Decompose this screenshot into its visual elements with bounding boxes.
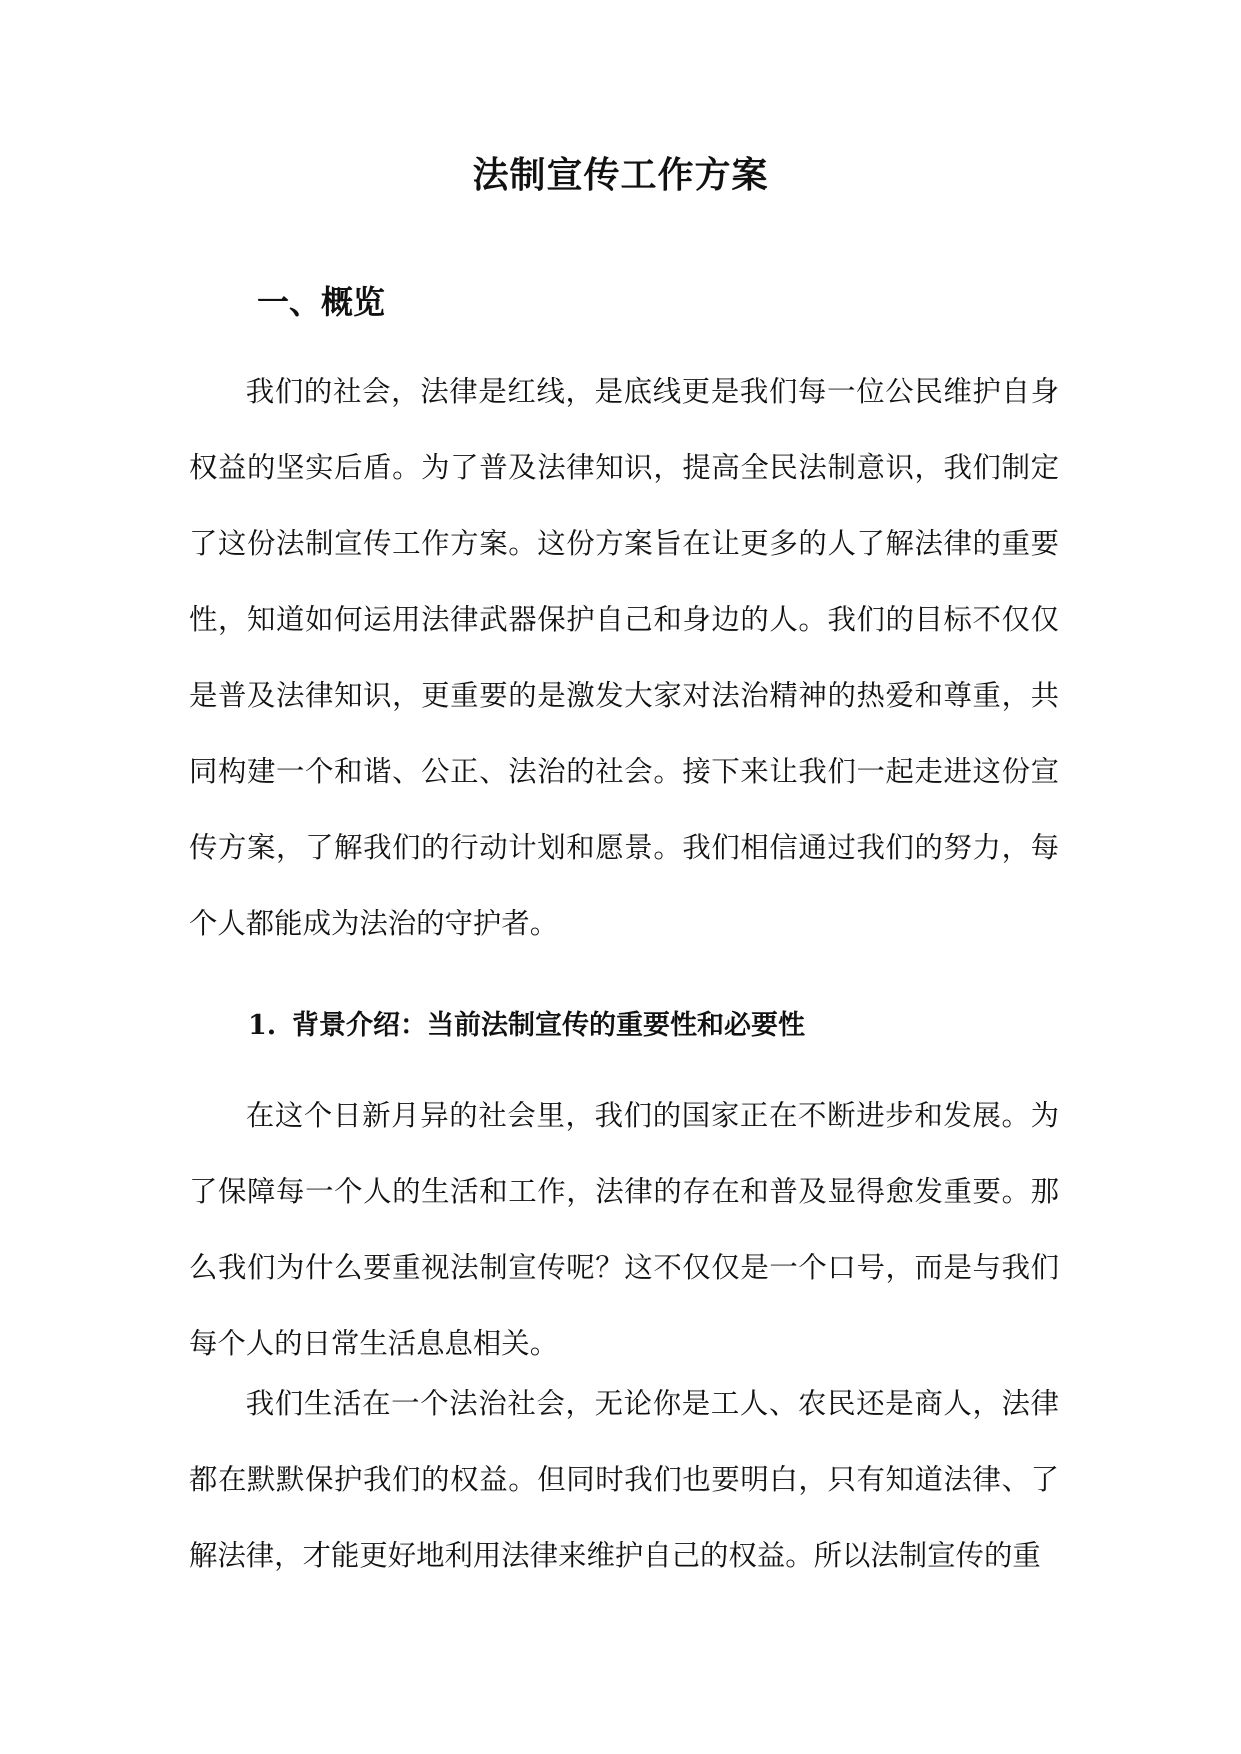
subsection-heading-background xyxy=(248,1006,805,1046)
subsection-heading-text: 背景介绍：当前法制宣传的重要性和必要性 xyxy=(292,1010,805,1041)
overview-paragraph: 我们的社会，法律是红线，是底线更是我们每一位公民维护自身权益的坚实后盾。为了普及法律知识，提高全民法制意识，我们制定了这份法制宣传工作方案。这份方案旨在让更多的人了解法律的重要性，知道如何运用法律武器保护自己和身边的人。我们的目标不仅仅是普及法律知识，更重要的是激发大家对法治精神的热爱和尊重，共同构建一个和谐、公正、法治的社会。接下来让我们一起走进这份宣传方案，了解我们的行动计划和愿景。我们相信通过我们的努力，每个人都能成为法治的守护者。 xyxy=(189,375,1059,940)
background-paragraph-2: 我们生活在一个法治社会，无论你是工人、农民还是商人，法律都在默默保护我们的权益。但同时我们也要明白，只有知道法律、了解法律，才能更好地利用法律来维护自己的权益。所以法制宣传的重 xyxy=(189,1387,1059,1572)
document-title: 法制宣传工作方案 xyxy=(472,154,769,196)
background-paragraph-1: 在这个日新月异的社会里，我们的国家正在不断进步和发展。为了保障每一个人的生活和工作，法律的存在和普及显得愈发重要。那么我们为什么要重视法制宣传呢？这不仅仅是一个口号，而是与我们每个人的日常生活息息相关。 xyxy=(189,1099,1059,1360)
subsection-number: 1. xyxy=(248,1010,277,1041)
section-heading-overview: 一、概览 xyxy=(257,283,386,321)
